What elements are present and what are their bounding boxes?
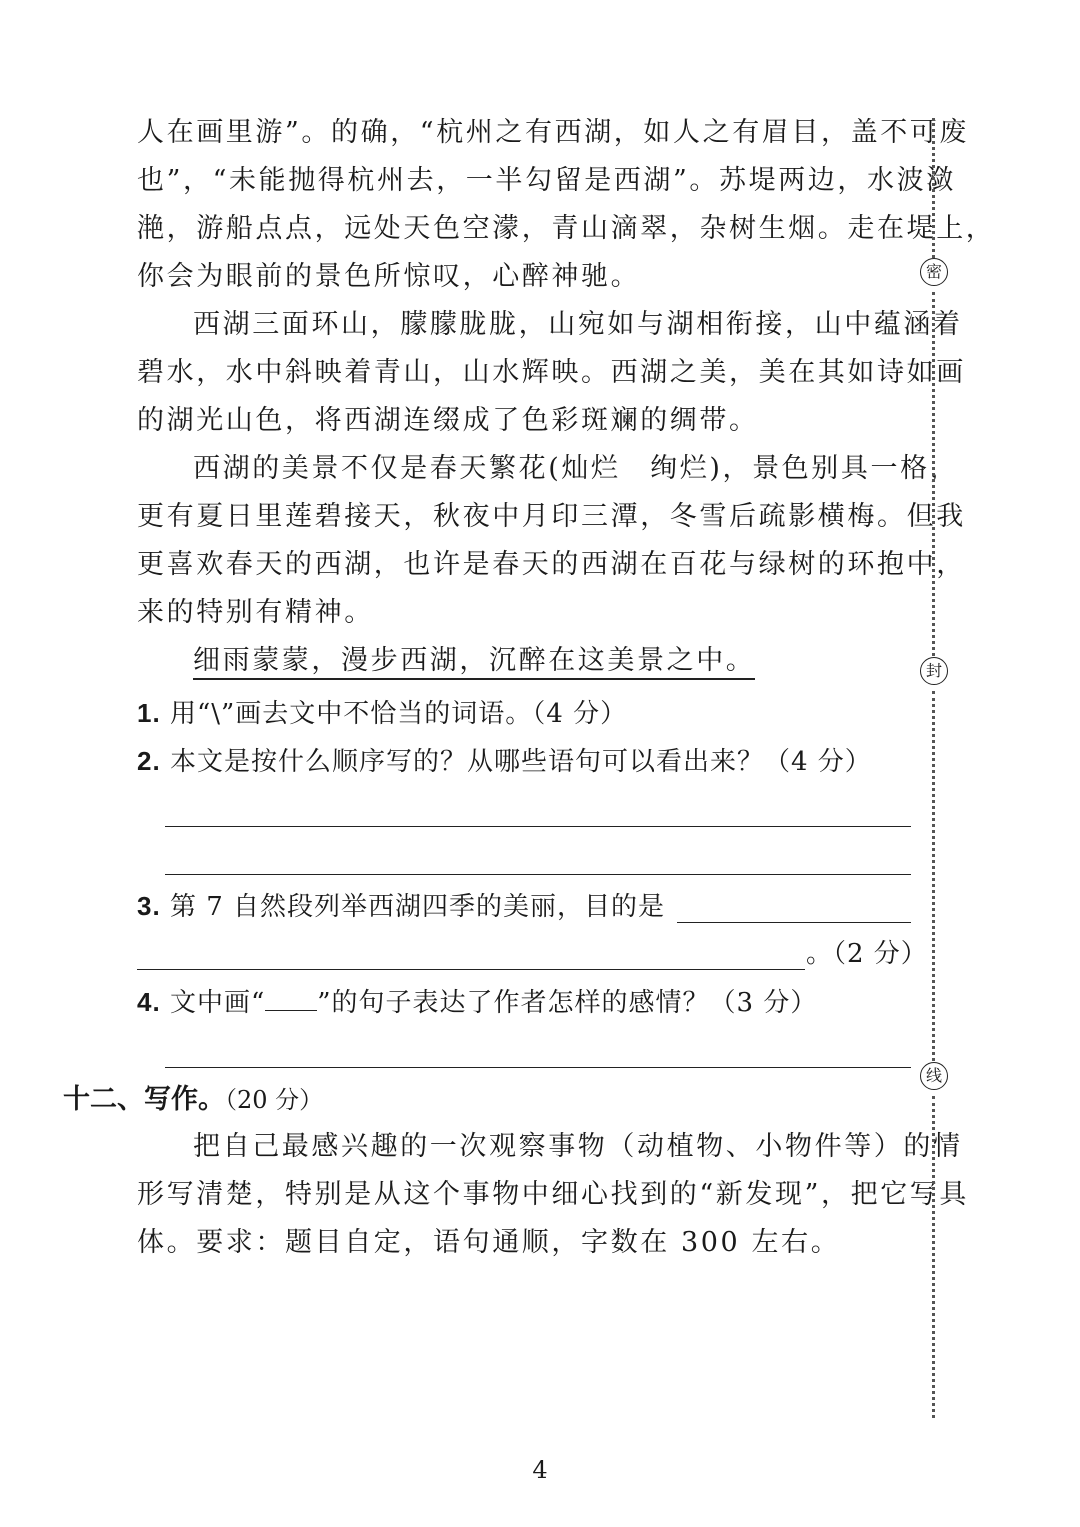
passage-line: 你会为眼前的景色所惊叹，心醉神驰。 (137, 261, 641, 292)
answer-line[interactable] (677, 922, 911, 923)
question-1 (137, 696, 627, 731)
passage-line: 也”，“未能抛得杭州去，一半勾留是西湖”。苏堤两边，水波潋 (137, 165, 956, 196)
passage-line: 人在画里游”。的确，“杭州之有西湖，如人之有眉目，盖不可废 (137, 117, 970, 148)
page-number: 4 (532, 1456, 548, 1484)
passage-line: 更喜欢春天的西湖，也许是春天的西湖在百花与绿树的环抱中， (137, 549, 966, 580)
passage-line: 碧水，水中斜映着青山，山水辉映。西湖之美，美在其如诗如画 (137, 357, 966, 388)
question-2-number: 2. (137, 746, 161, 776)
question-3-score: 。（2 分） (806, 939, 928, 969)
question-2 (137, 744, 872, 779)
binding-dotted-line (932, 1096, 935, 1418)
passage-line: 来的特别有精神。 (137, 597, 374, 628)
answer-line[interactable] (165, 826, 911, 827)
seal-mi: 密 (920, 258, 948, 286)
passage-line: 西湖三面环山，朦朦胧胧，山宛如与湖相衔接，山中蕴涵着 (193, 309, 963, 340)
passage-line: 的湖光山色，将西湖连缀成了色彩斑斓的绸带。 (137, 405, 759, 436)
question-4-text-b: ”的句子表达了作者怎样的感情？（3 分） (317, 988, 818, 1018)
passage-line: 更有夏日里莲碧接天，秋夜中月印三潭，冬雪后疏影横梅。但我 (137, 501, 966, 532)
passage-line: 滟，游船点点，远处天色空濛，青山滴翠，杂树生烟。走在堤上， (137, 213, 996, 244)
underline-blank (265, 988, 317, 1011)
underlined-sentence-text: 细雨蒙蒙，漫步西湖，沉醉在这美景之中。 (193, 645, 755, 680)
question-3-number: 3. (137, 891, 161, 921)
answer-line[interactable] (137, 969, 805, 970)
writing-heading-title: 十二、写作。 (63, 1084, 225, 1114)
question-1-number: 1. (137, 698, 161, 728)
question-4-text-a: 文中画“ (169, 988, 266, 1018)
writing-prompt-line: 把自己最感兴趣的一次观察事物（动植物、小物件等）的情 (193, 1131, 963, 1162)
writing-prompt-line: 形写清楚，特别是从这个事物中细心找到的“新发现”，把它写具 (137, 1179, 970, 1210)
answer-line[interactable] (165, 1067, 911, 1068)
seal-feng: 封 (920, 657, 948, 685)
question-1-text: 用“\”画去文中不恰当的词语。（4 分） (169, 699, 628, 729)
question-3-text: 第 7 自然段列举西湖四季的美丽，目的是 (169, 892, 666, 922)
seal-xian: 线 (920, 1062, 948, 1090)
writing-heading-score: （20 分） (225, 1086, 324, 1114)
passage-line: 西湖的美景不仅是春天繁花(灿烂 绚烂)，景色别具一格， (193, 453, 960, 484)
binding-dotted-line (932, 118, 935, 258)
binding-dotted-line (932, 292, 935, 656)
question-2-text: 本文是按什么顺序写的？从哪些语句可以看出来？（4 分） (169, 747, 872, 777)
writing-heading (63, 1082, 323, 1117)
question-3 (137, 889, 665, 924)
writing-prompt-line: 体。要求：题目自定，语句通顺，字数在 300 左右。 (137, 1227, 841, 1258)
binding-dotted-line (932, 691, 935, 1061)
question-4-number: 4. (137, 987, 161, 1017)
answer-line[interactable] (165, 874, 911, 875)
underlined-sentence (193, 644, 755, 678)
question-4 (137, 985, 817, 1020)
